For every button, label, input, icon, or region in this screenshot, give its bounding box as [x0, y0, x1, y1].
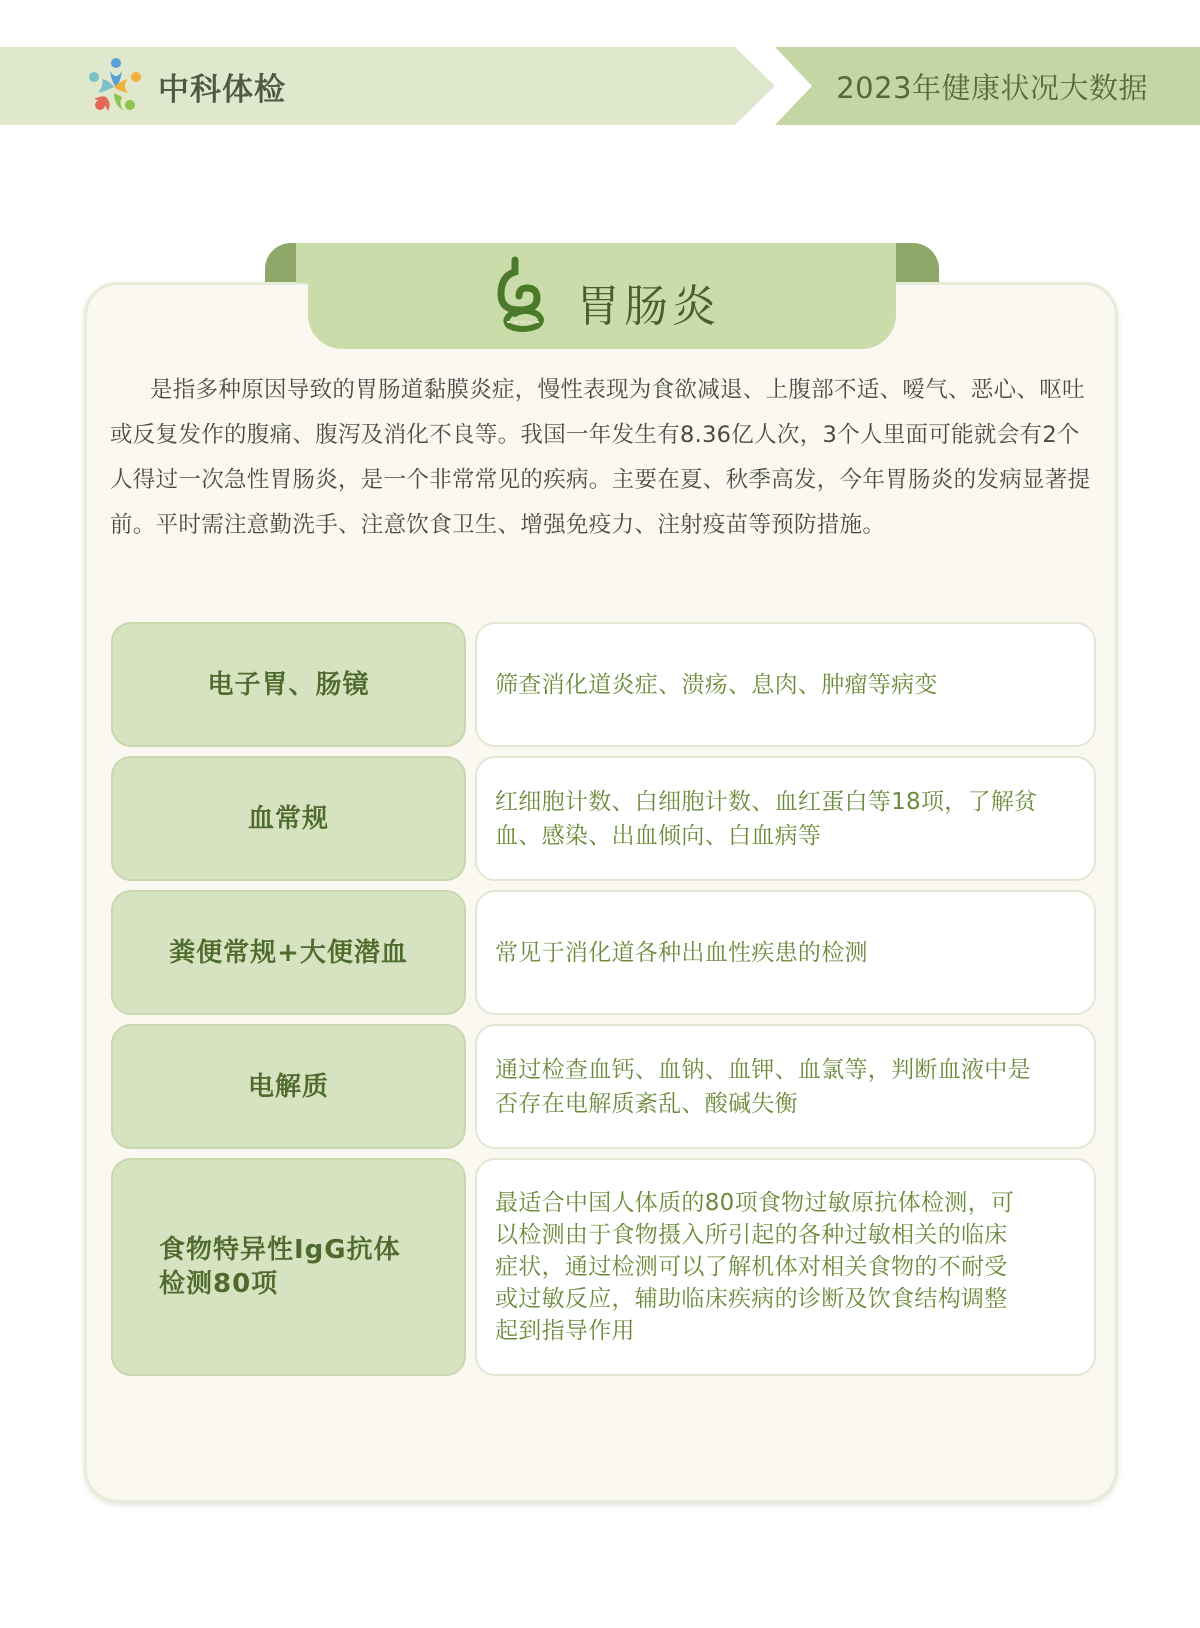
exam-description-line: 或过敏反应，辅助临床疾病的诊断及饮食结构调整 [495, 1286, 1008, 1312]
people-circle-logo-icon [84, 53, 148, 117]
exam-description-line: 通过检查血钙、血钠、血钾、血氯等，判断血液中是 [495, 1056, 1031, 1083]
exam-description-line: 以检测由于食物摄入所引起的各种过敏相关的临床 [495, 1222, 1008, 1248]
section-title: 胃肠炎 [576, 281, 720, 332]
exam-description-line: 症状，通过检测可以了解机体对相关食物的不耐受 [495, 1254, 1008, 1280]
exam-description-line: 常见于消化道各种出血性疾患的检测 [495, 939, 868, 966]
exam-name: 粪便常规+大便潜血 [111, 890, 466, 1015]
exam-description [475, 1158, 1096, 1376]
exam-description-line: 筛查消化道炎症、溃疡、息肉、肿瘤等病变 [495, 671, 938, 698]
exam-description [475, 622, 1096, 747]
exam-row [111, 1024, 1096, 1149]
exam-description-line: 起到指导作用 [495, 1318, 635, 1344]
exam-row [111, 756, 1096, 881]
exam-description-line: 否存在电解质紊乱、酸碱失衡 [495, 1090, 798, 1117]
exam-name [111, 1158, 466, 1376]
exam-row [111, 1158, 1096, 1376]
exam-name: 血常规 [111, 756, 466, 881]
exam-row [111, 890, 1096, 1015]
exam-description-line: 最适合中国人体质的80项食物过敏原抗体检测，可 [495, 1190, 1015, 1216]
exam-name-line: 食物特异性IgG抗体 [159, 1235, 401, 1265]
report-title: 2023年健康状况大数据 [836, 71, 1148, 105]
exam-description [475, 890, 1096, 1015]
exam-description-line: 红细胞计数、白细胞计数、血红蛋白等18项，了解贫 [495, 788, 1038, 815]
intro-paragraph: 是指多种原因导致的胃肠道黏膜炎症，慢性表现为食欲减退、上腹部不适、嗳气、恶心、呕吐或反复发作的腹痛、腹泻及消化不良等。我国一年发生有8.36亿人次，3个人里面可能就会有2个人得过一次急性胃肠炎，是一个非常常见的疾病。主要在夏、秋季高发，今年胃肠炎的发病显著提前。平时需注意勤洗手、注意饮食卫生、增强免疫力、注射疫苗等预防措施。 [110, 377, 1091, 538]
exam-description-line: 血、感染、出血倾向、白血病等 [495, 822, 822, 849]
exam-name: 电子胃、肠镜 [111, 622, 466, 747]
exam-name-line: 检测80项 [159, 1269, 279, 1299]
stomach-intestine-icon [493, 256, 551, 336]
exam-row [111, 622, 1096, 747]
exam-name: 电解质 [111, 1024, 466, 1149]
brand-name: 中科体检 [158, 72, 286, 108]
exam-description [475, 1024, 1096, 1149]
exam-description [475, 756, 1096, 881]
